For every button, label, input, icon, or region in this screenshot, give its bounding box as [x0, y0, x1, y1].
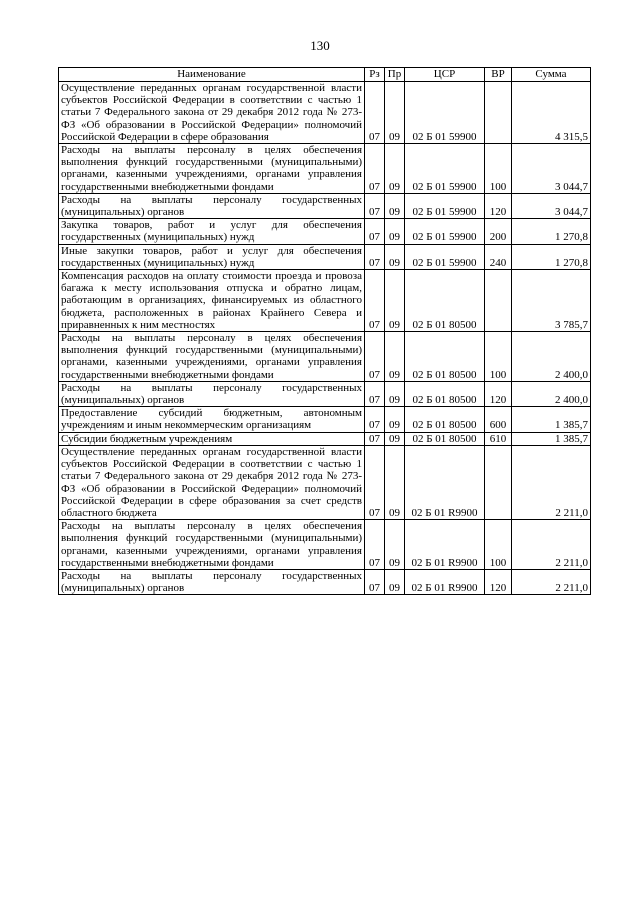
cell-vr: 120: [485, 569, 512, 594]
table-row: [59, 520, 591, 570]
cell-csr: 02 Б 01 R9900: [405, 445, 485, 519]
cell-vr: 100: [485, 332, 512, 382]
cell-pr: 09: [385, 332, 405, 382]
cell-rz: 07: [365, 569, 385, 594]
cell-pr: 09: [385, 407, 405, 432]
cell-vr: [485, 445, 512, 519]
table-row: [59, 332, 591, 382]
header-rz: Рз: [365, 68, 385, 82]
cell-csr: 02 Б 01 R9900: [405, 520, 485, 570]
cell-sum: 2 211,0: [512, 569, 591, 594]
cell-sum: 1 385,7: [512, 407, 591, 432]
header-sum: Сумма: [512, 68, 591, 82]
cell-sum: 1 270,8: [512, 244, 591, 269]
cell-rz: 07: [365, 445, 385, 519]
cell-sum: 2 211,0: [512, 445, 591, 519]
table-row: [59, 219, 591, 244]
table-row: [59, 569, 591, 594]
cell-vr: 100: [485, 520, 512, 570]
cell-name: Компенсация расходов на оплату стоимости проезда и провоза багажа к месту использования отпуска и обратно лицам, работающим в организациях, финансируемых из областного бюджета, расположенных в районах Крайнего Севера и приравненных к ним местностях: [59, 270, 365, 332]
table-row: [59, 144, 591, 194]
table-row: [59, 244, 591, 269]
cell-vr: 120: [485, 193, 512, 218]
cell-sum: 3 785,7: [512, 270, 591, 332]
header-name: Наименование: [59, 68, 365, 82]
cell-name: Закупка товаров, работ и услуг для обеспечения государственных (муниципальных) нужд: [59, 219, 365, 244]
cell-rz: 07: [365, 244, 385, 269]
cell-rz: 07: [365, 381, 385, 406]
page-number: 130: [310, 38, 330, 53]
cell-pr: 09: [385, 144, 405, 194]
cell-csr: 02 Б 01 80500: [405, 407, 485, 432]
cell-pr: 09: [385, 219, 405, 244]
cell-csr: 02 Б 01 R9900: [405, 569, 485, 594]
table-row: [59, 445, 591, 519]
budget-table: [58, 67, 591, 595]
cell-pr: 09: [385, 520, 405, 570]
cell-pr: 09: [385, 270, 405, 332]
cell-rz: 07: [365, 219, 385, 244]
cell-csr: 02 Б 01 80500: [405, 270, 485, 332]
header-vr: ВР: [485, 68, 512, 82]
table-body: [59, 82, 591, 595]
cell-rz: 07: [365, 144, 385, 194]
cell-pr: 09: [385, 193, 405, 218]
cell-sum: 1 270,8: [512, 219, 591, 244]
cell-name: Расходы на выплаты персоналу государственных (муниципальных) органов: [59, 569, 365, 594]
cell-rz: 07: [365, 407, 385, 432]
header-csr: ЦСР: [405, 68, 485, 82]
cell-name: Осуществление переданных органам государственной власти субъектов Российской Федерации в соответствии с частью 1 статьи 7 Федерального закона от 29 декабря 2012 года № 273-ФЗ «Об образовании в Российской Федерации» полномочий Российской Федерации в сфере образования: [59, 82, 365, 144]
table-row: [59, 82, 591, 144]
cell-sum: 3 044,7: [512, 144, 591, 194]
cell-vr: 600: [485, 407, 512, 432]
cell-name: Субсидии бюджетным учреждениям: [59, 432, 365, 445]
cell-name: Осуществление переданных органам государственной власти субъектов Российской Федерации в соответствии с частью 1 статьи 7 Федерального закона от 29 декабря 2012 года № 273-ФЗ «Об образовании в Российской Федерации» полномочий Российской Федерации в сфере образования за счет средств областного бюджета: [59, 445, 365, 519]
cell-sum: 2 400,0: [512, 332, 591, 382]
table-row: [59, 193, 591, 218]
cell-vr: 120: [485, 381, 512, 406]
table-row: [59, 381, 591, 406]
cell-name: Расходы на выплаты персоналу государственных (муниципальных) органов: [59, 381, 365, 406]
cell-pr: 09: [385, 445, 405, 519]
header-pr: Пр: [385, 68, 405, 82]
cell-name: Расходы на выплаты персоналу в целях обеспечения выполнения функций государственными (муниципальными) органами, казенными учреждениями, органами управления государственными внебюджетными фондами: [59, 144, 365, 194]
cell-pr: 09: [385, 569, 405, 594]
cell-rz: 07: [365, 432, 385, 445]
cell-vr: [485, 82, 512, 144]
cell-pr: 09: [385, 82, 405, 144]
table-row: [59, 432, 591, 445]
cell-sum: 4 315,5: [512, 82, 591, 144]
cell-csr: 02 Б 01 59900: [405, 219, 485, 244]
table-row: [59, 407, 591, 432]
cell-rz: 07: [365, 520, 385, 570]
cell-sum: 2 400,0: [512, 381, 591, 406]
cell-sum: 2 211,0: [512, 520, 591, 570]
cell-rz: 07: [365, 82, 385, 144]
cell-name: Расходы на выплаты персоналу в целях обеспечения выполнения функций государственными (муниципальными) органами, казенными учреждениями, органами управления государственными внебюджетными фондами: [59, 520, 365, 570]
cell-csr: 02 Б 01 80500: [405, 432, 485, 445]
cell-csr: 02 Б 01 80500: [405, 381, 485, 406]
cell-vr: [485, 270, 512, 332]
cell-pr: 09: [385, 432, 405, 445]
cell-csr: 02 Б 01 59900: [405, 82, 485, 144]
cell-name: Расходы на выплаты персоналу государственных (муниципальных) органов: [59, 193, 365, 218]
cell-csr: 02 Б 01 59900: [405, 144, 485, 194]
cell-rz: 07: [365, 332, 385, 382]
cell-csr: 02 Б 01 80500: [405, 332, 485, 382]
cell-pr: 09: [385, 244, 405, 269]
table-header-row: [59, 68, 591, 82]
cell-vr: 100: [485, 144, 512, 194]
cell-csr: 02 Б 01 59900: [405, 244, 485, 269]
table-row: [59, 270, 591, 332]
cell-name: Иные закупки товаров, работ и услуг для обеспечения государственных (муниципальных) нужд: [59, 244, 365, 269]
cell-name: Расходы на выплаты персоналу в целях обеспечения выполнения функций государственными (муниципальными) органами, казенными учреждениями, органами управления государственными внебюджетными фондами: [59, 332, 365, 382]
cell-rz: 07: [365, 193, 385, 218]
cell-rz: 07: [365, 270, 385, 332]
cell-vr: 610: [485, 432, 512, 445]
cell-sum: 3 044,7: [512, 193, 591, 218]
cell-vr: 200: [485, 219, 512, 244]
cell-vr: 240: [485, 244, 512, 269]
cell-sum: 1 385,7: [512, 432, 591, 445]
cell-name: Предоставление субсидий бюджетным, автономным учреждениям и иным некоммерческим организациям: [59, 407, 365, 432]
cell-pr: 09: [385, 381, 405, 406]
cell-csr: 02 Б 01 59900: [405, 193, 485, 218]
